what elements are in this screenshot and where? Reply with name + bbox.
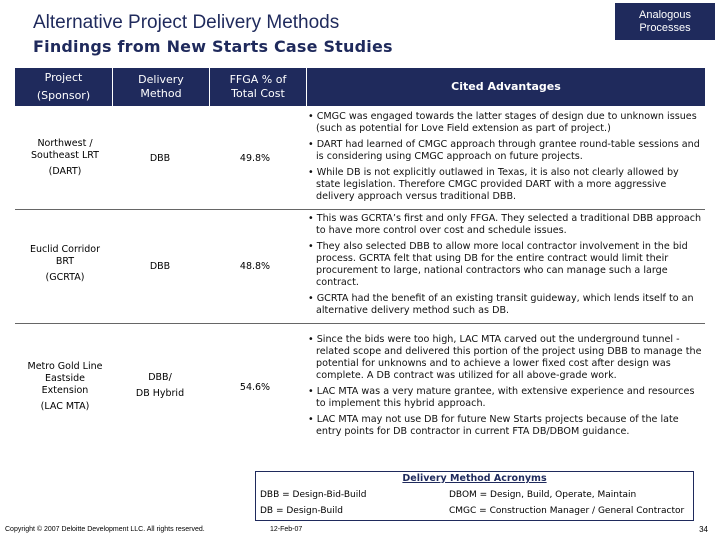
header-sponsor-label: (Sponsor): [36, 89, 91, 102]
header-advantages-label: Cited Advantages: [451, 80, 561, 93]
footer-copyright: Copyright © 2007 Deloitte Development LLC. All rights reserved.: [5, 526, 205, 533]
page-number: 34: [699, 525, 708, 534]
legend-dbom: DBOM = Design, Build, Operate, Maintain: [449, 490, 637, 500]
acronym-legend: [255, 471, 694, 521]
advantage-item: • While DB is not explicitly outlawed in Texas, it is also not clearly allowed by state legislation. Therefore CMGC provided DART with a more aggressive delivery approach versus traditional DBB.: [308, 167, 679, 202]
badge-line1: Analogous: [639, 8, 691, 21]
header-ffga-label2: Total Cost: [231, 87, 285, 100]
column-header-delivery: [113, 68, 209, 106]
advantage-item: • They also selected DBB to allow more local contractor involvement in the bid process. GCRTA felt that using DB for the entire contract would limit their procurement to large, national contractors who can manage such a large contract.: [308, 241, 688, 288]
project-cell: [15, 244, 115, 284]
ffga-cell: 54.6%: [239, 382, 271, 393]
project-name-line2: BRT: [55, 256, 75, 267]
project-name-line1: Euclid Corridor: [29, 244, 101, 255]
table-row: [15, 210, 705, 324]
delivery-method-line2: DB Hybrid: [135, 388, 185, 399]
project-name-line3: Extension: [41, 385, 89, 396]
badge-line2: Processes: [639, 21, 691, 34]
advantage-item: • LAC MTA was a very mature grantee, with extensive experience and resources to implement this hybrid approach.: [308, 386, 695, 409]
advantage-item: • CMGC was engaged towards the latter stages of design due to unknown issues (such as potential for Love Field extension as part of project.): [308, 111, 697, 134]
project-cell: [15, 138, 115, 178]
advantages-list: [308, 213, 703, 321]
project-sponsor: (GCRTA): [45, 272, 85, 283]
advantage-item: • LAC MTA may not use DB for future New Starts projects because of the late entry points for DB contractor in current FTA DB/DBOM guidance.: [308, 414, 679, 437]
delivery-method-line1: DBB: [149, 261, 171, 272]
legend-cmgc: CMGC = Construction Manager / General Contractor: [449, 506, 685, 516]
advantages-list: [308, 111, 703, 207]
advantages-list: [308, 334, 703, 442]
header-delivery-label2: Method: [140, 87, 182, 100]
page-title: Alternative Project Delivery Methods: [33, 12, 340, 33]
column-header-project: [15, 68, 112, 106]
advantage-item: • This was GCRTA’s first and only FFGA. They selected a traditional DBB approach to have more control over cost and schedule issues.: [308, 213, 702, 236]
table-row: [15, 332, 705, 460]
project-name-line2: Southeast LRT: [31, 150, 99, 161]
footer-date: 12-Feb-07: [270, 526, 303, 533]
project-name-line1: Metro Gold Line: [27, 361, 103, 372]
project-sponsor: (LAC MTA): [40, 401, 90, 412]
header-project-label: Project: [44, 71, 83, 84]
delivery-method-cell: [115, 153, 205, 165]
legend-title: Delivery Method Acronyms: [402, 473, 547, 484]
delivery-method-line1: DBB: [149, 153, 171, 164]
project-cell: [15, 361, 115, 413]
table-row: [15, 108, 705, 210]
header-ffga-label1: FFGA % of: [229, 73, 287, 86]
ffga-cell: 49.8%: [239, 153, 271, 164]
advantage-item: • GCRTA had the benefit of an existing transit guideway, which lends itself to an alternative delivery method such as DB.: [308, 293, 694, 316]
advantage-item: • Since the bids were too high, LAC MTA carved out the underground tunnel -related scope and delivered this portion of the project using DBB to manage the potential for unknowns and to achieve a lower fixed cost after design was complete. A DB contract was utilized for all above-grade work.: [308, 334, 702, 381]
advantage-item: • DART had learned of CMGC approach through grantee round-table sessions and is considering using CMGC approach on future projects.: [308, 139, 700, 162]
delivery-method-cell: [115, 261, 205, 273]
project-sponsor: (DART): [48, 166, 82, 177]
legend-dbb: DBB = Design-Bid-Build: [260, 490, 367, 500]
project-name-line2: Eastside: [45, 373, 85, 384]
column-header-advantages: [307, 68, 705, 106]
delivery-method-line1: DBB/: [148, 372, 172, 383]
section-badge: [615, 3, 715, 40]
legend-db: DB = Design-Build: [260, 506, 343, 516]
project-name-line1: Northwest /: [37, 138, 93, 149]
ffga-cell: 48.8%: [239, 261, 271, 272]
page-subtitle: Findings from New Starts Case Studies: [33, 37, 393, 56]
header-delivery-label1: Delivery: [138, 73, 184, 86]
delivery-method-cell: [115, 372, 205, 400]
column-header-ffga: [210, 68, 306, 106]
